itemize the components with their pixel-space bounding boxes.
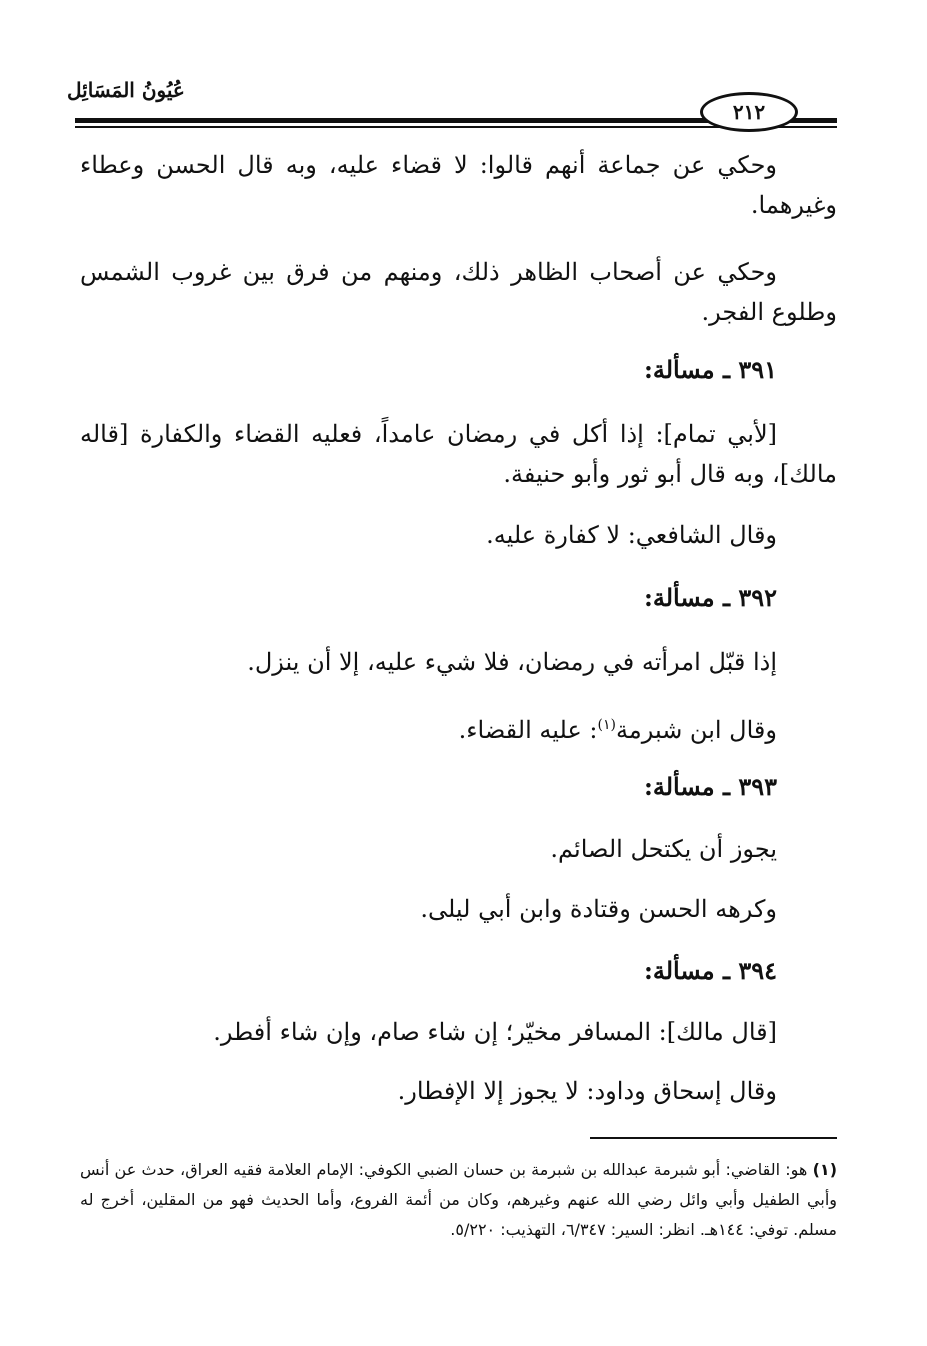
page-number: ٢١٢	[732, 100, 766, 124]
paragraph-10: وقال إسحاق وداود: لا يجوز إلا الإفطار.	[397, 1077, 777, 1105]
footnote-text: هو: القاضي: أبو شبرمة عبدالله بن شبرمة بن حسان الضبي الكوفي: الإمام العلامة فقيه العراق، حدث عن أنس وأبي الطفيل وأبي وائل رضي الله عنهم وغيرهم، وكان من أئمة الفروع، وأما الحديث فهو من المقلين، أخرج له مسلم. توفي: ١٤٤هـ. انظر: السير: ٦/٣٤٧، التهذيب: ٥/٢٢٠.	[80, 1160, 837, 1239]
paragraph-2: وحكي عن أصحاب الظاهر ذلك، ومنهم من فرق بين غروب الشمس وطلوع الفجر.	[80, 258, 837, 326]
paragraph-7: يجوز أن يكتحل الصائم.	[550, 835, 777, 863]
page-number-badge	[700, 92, 798, 132]
paragraph-4: وقال الشافعي: لا كفارة عليه.	[486, 521, 777, 549]
issue-heading-391: ٣٩١ ـ مسألة:	[643, 355, 777, 384]
issue-heading-393: ٣٩٣ ـ مسألة:	[643, 772, 777, 801]
paragraph-3: [لأبي تمام]: إذا أكل في رمضان عامداً، فعليه القضاء والكفارة [قاله مالك]، وبه قال أبو ثور وأبو حنيفة.	[80, 420, 837, 488]
paragraph-8: وكرهه الحسن وقتادة وابن أبي ليلى.	[420, 895, 777, 923]
paragraph-6-text-a: وقال ابن شبرمة	[615, 716, 777, 744]
paragraph-1: وحكي عن جماعة أنهم قالوا: لا قضاء عليه، وبه قال الحسن وعطاء وغيرهما.	[80, 151, 837, 219]
paragraph-6	[80, 705, 837, 750]
footnote-separator	[590, 1137, 837, 1139]
footnote-marker: (١)	[812, 1160, 837, 1179]
paragraph-5: إذا قبّل امرأته في رمضان، فلا شيء عليه، إلا أن ينزل.	[247, 648, 777, 676]
footnote	[80, 1155, 837, 1245]
issue-heading-392: ٣٩٢ ـ مسألة:	[643, 583, 777, 612]
running-header-title: عُيُونُ المَسَائِل	[67, 78, 185, 102]
paragraph-6-text-b: : عليه القضاء.	[458, 716, 598, 744]
paragraph-9: [قال مالك]: المسافر مخيّر؛ إن شاء صام، وإن شاء أفطر.	[213, 1018, 777, 1046]
issue-heading-394: ٣٩٤ ـ مسألة:	[643, 956, 777, 985]
footnote-reference[interactable]: (١)	[597, 717, 616, 733]
